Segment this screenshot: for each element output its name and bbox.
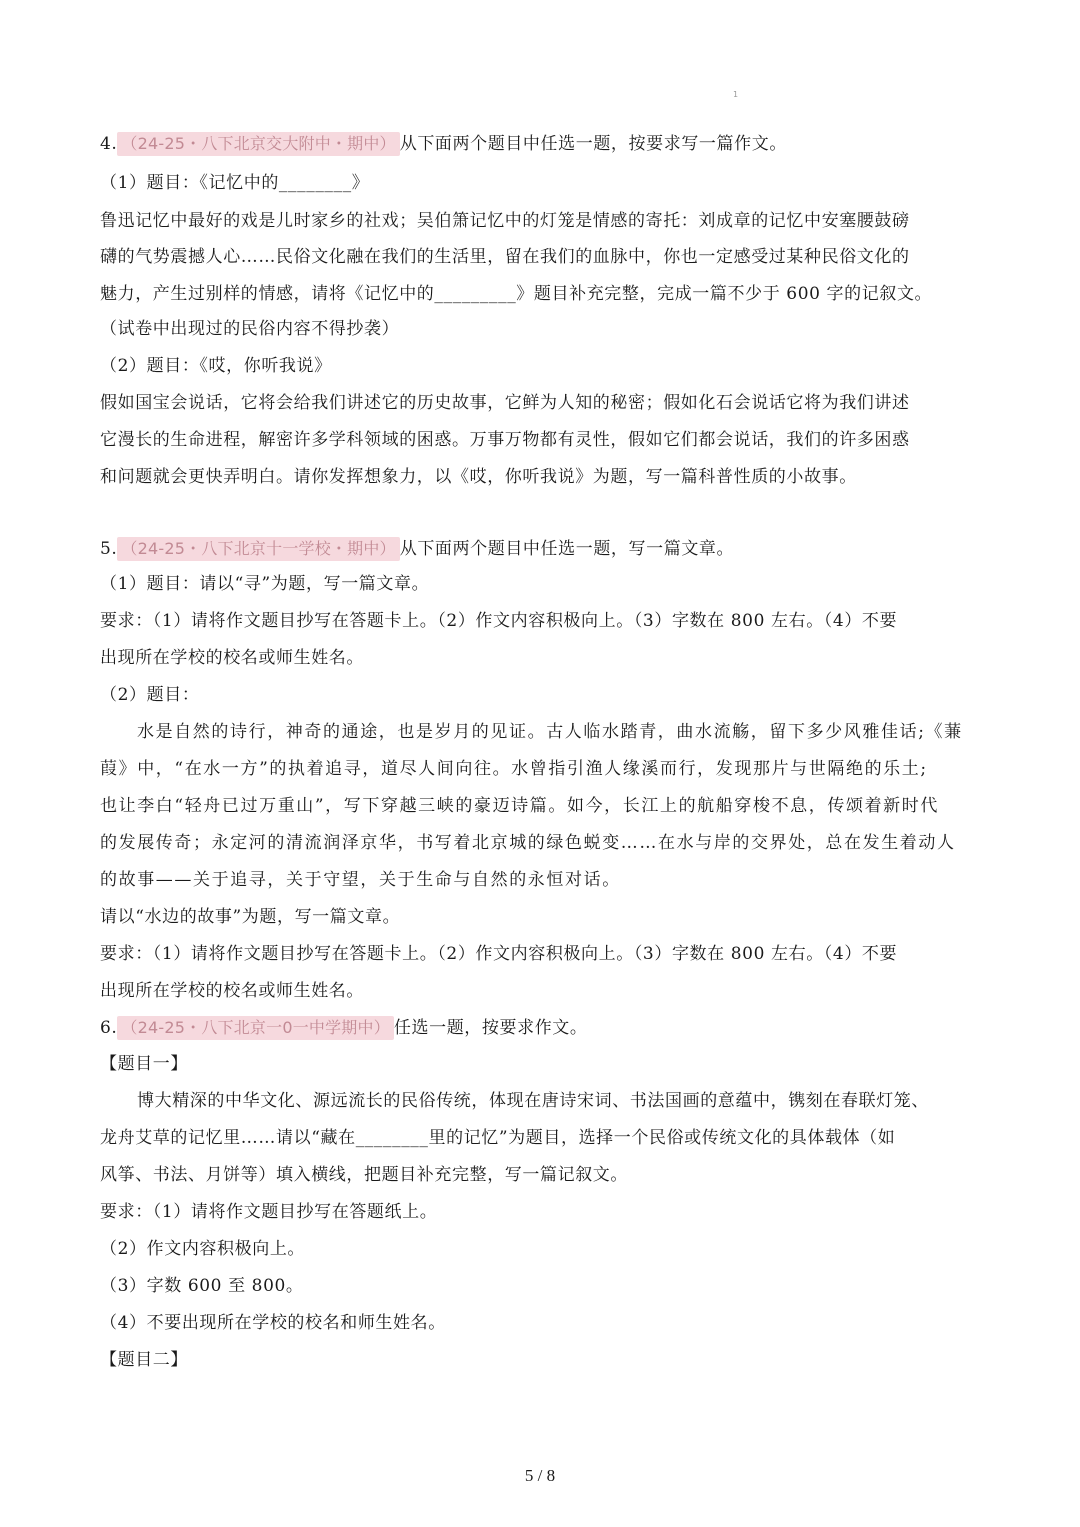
q5-topic2-req-line1: 要求：（1）请将作文题目抄写在答题卡上。（2）作文内容积极向上。（3）字数在 800 左右。（4）不要 [100,944,898,964]
q4-topic2-para-line2: 它漫长的生命进程，解密许多学科领域的困惑。万事万物都有灵性，假如它们都会说话，我们的许多困惑 [100,430,910,450]
q6-topic1-req2: （2）作文内容积极向上。 [100,1239,306,1259]
q6-number: 6. [100,1018,118,1038]
q5-prompt: 从下面两个题目中任选一题，写一篇文章。 [399,539,735,559]
q4-topic1-para-line4: （试卷中出现过的民俗内容不得抄袭） [100,319,400,339]
q6-topic2-heading: 【题目二】 [100,1350,188,1370]
q6-heading [100,1016,990,1040]
q5-topic2-para-line5: 的故事——关于追寻，关于守望，关于生命与自然的永恒对话。 [100,870,621,890]
q4-topic1-para-line1: 鲁迅记忆中最好的戏是儿时家乡的社戏；吴伯箫记忆中的灯笼是情感的寄托：刘成章的记忆中安塞腰鼓磅 [100,211,910,231]
q4-heading [100,132,990,156]
q4-number: 4. [100,134,118,154]
q5-topic2-ask: 请以“水边的故事”为题，写一篇文章。 [100,907,401,927]
q4-topic1-para-line3: 魅力，产生过别样的情感，请将《记忆中的_________》题目补充完整，完成一篇不少于 600 字的记叙文。 [100,284,933,304]
q6-topic1-para-line3: 风筝、书法、月饼等）填入横线，把题目补充完整，写一篇记叙文。 [100,1165,628,1185]
q5-topic2-para-line3: 也让李白“轻舟已过万重山”，写下穿越三峡的豪迈诗篇。如今，长江上的航船穿梭不息，传颂着新时代 [100,796,939,816]
q4-topic2-title: （2）题目：《哎，你听我说》 [100,356,332,376]
q5-topic1-title: （1）题目：请以“寻”为题，写一篇文章。 [100,574,430,594]
q5-topic1-req-line2: 出现所在学校的校名或师生姓名。 [100,648,364,668]
header-mark: 1 [733,90,739,99]
q5-topic2-req-line2: 出现所在学校的校名或师生姓名。 [100,981,364,1001]
q4-topic2-para-line1: 假如国宝会说话，它将会给我们讲述它的历史故事，它鲜为人知的秘密；假如化石会说话它将为我们讲述 [100,393,910,413]
q6-topic1-req1: 要求：（1）请将作文题目抄写在答题纸上。 [100,1202,438,1222]
q5-heading [100,537,990,561]
q4-source-tag: （24-25・八下北京交大附中・期中） [117,132,399,156]
q4-topic2-para-line3: 和问题就会更快弄明白。请你发挥想象力，以《哎，你听我说》为题，写一篇科普性质的小故事。 [100,467,857,487]
q6-prompt: 任选一题，按要求作文。 [393,1018,588,1038]
q4-topic1-para-line2: 礴的气势震撼人心……民俗文化融在我们的生活里，留在我们的血脉中，你也一定感受过某种民俗文化的 [100,247,910,267]
q6-topic1-para-line1: 博大精深的中华文化、源远流长的民俗传统，体现在唐诗宋词、书法国画的意蕴中，镌刻在春联灯笼、 [137,1091,929,1111]
q5-topic2-title: （2）题目： [100,685,200,705]
q6-topic1-para-line2: 龙舟艾草的记忆里……请以“藏在________里的记忆”为题目，选择一个民俗或传统文化的具体载体（如 [100,1128,896,1148]
q6-topic1-heading: 【题目一】 [100,1054,188,1074]
q6-topic1-req3: （3）字数 600 至 800。 [100,1276,304,1296]
q5-source-tag: （24-25・八下北京十一学校・期中） [117,537,399,561]
page-number: 5 / 8 [524,1466,556,1485]
q5-topic2-para-line2: 葭》中，“在水一方”的执着追寻，道尽人间向往。水曾指引渔人缘溪而行，发现那片与世隔绝的乐土; [100,759,928,779]
q6-source-tag: （24-25・八下北京一0一中学期中） [117,1016,393,1040]
q6-topic1-req4: （4）不要出现所在学校的校名和师生姓名。 [100,1313,446,1333]
q4-prompt: 从下面两个题目中任选一题，按要求写一篇作文。 [399,134,787,154]
q5-topic1-req-line1: 要求：（1）请将作文题目抄写在答题卡上。（2）作文内容积极向上。（3）字数在 800 左右。（4）不要 [100,611,898,631]
q5-number: 5. [100,539,118,559]
q5-topic2-para-line1: 水是自然的诗行，神奇的通途，也是岁月的见证。古人临水踏青，曲水流觞，留下多少风雅佳话;《蒹 [137,722,963,742]
q5-topic2-para-line4: 的发展传奇；永定河的清流润泽京华，书写着北京城的绿色蜕变……在水与岸的交界处，总在发生着动人 [100,833,956,853]
q4-topic1-title: （1）题目：《记忆中的________》 [100,173,370,193]
